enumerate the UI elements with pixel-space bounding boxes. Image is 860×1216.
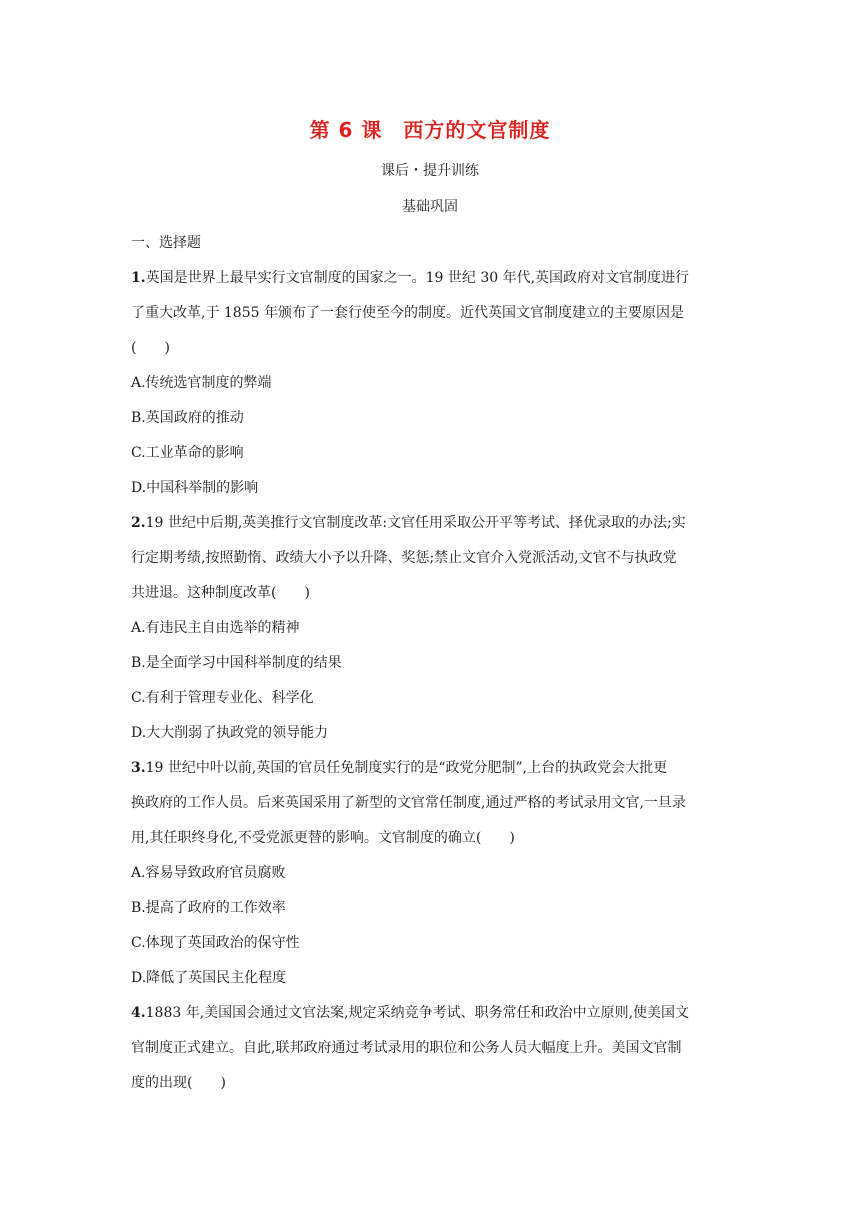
- section-heading: 基础巩固: [402, 199, 458, 215]
- question-1-option-c: C.工业革命的影响: [131, 445, 244, 461]
- question-2-line-3: 共进退。这种制度改革( ): [131, 585, 310, 601]
- question-3-option-d: D.降低了英国民主化程度: [131, 970, 287, 986]
- question-text: 19 世纪中叶以前,英国的官员任免制度实行的是“政党分肥制”,上台的执政党会大批更: [145, 760, 668, 776]
- question-2-option-d: D.大大削弱了执政党的领导能力: [131, 725, 329, 741]
- question-2-option-c: C.有利于管理专业化、科学化: [131, 690, 314, 706]
- part-heading: 一、选择题: [131, 235, 201, 251]
- question-3-line-1: [131, 757, 731, 777]
- question-1-option-a: A.传统选官制度的弊端: [131, 375, 272, 391]
- question-3-line-2: 换政府的工作人员。后来英国采用了新型的文官常任制度,通过严格的考试录用文官,一旦录: [131, 795, 686, 811]
- question-text: 英国是世界上最早实行文官制度的国家之一。19 世纪 30 年代,英国政府对文官制度进行: [145, 270, 690, 286]
- question-text: 19 世纪中后期,英美推行文官制度改革:文官任用采取公开平等考试、择优录取的办法;实: [145, 515, 686, 531]
- page-title: 第 6 课 西方的文官制度: [309, 118, 551, 142]
- question-4-line-3: 度的出现( ): [131, 1075, 226, 1091]
- question-1-line-2: 了重大改革,于 1855 年颁布了一套行使至今的制度。近代英国文官制度建立的主要原因是: [131, 305, 684, 321]
- question-2-line-1: [131, 512, 731, 532]
- question-2-line-2: 行定期考绩,按照勤惰、政绩大小予以升降、奖惩;禁止文官介入党派活动,文官不与执政党: [131, 550, 677, 566]
- question-1-option-b: B.英国政府的推动: [131, 410, 244, 426]
- question-text: 1883 年,美国国会通过文官法案,规定采纳竞争考试、职务常任和政治中立原则,使美国文: [145, 1005, 690, 1021]
- question-3-option-c: C.体现了英国政治的保守性: [131, 935, 300, 951]
- question-4-line-1: [131, 1002, 731, 1022]
- question-number: 2.: [131, 515, 146, 531]
- question-1-line-1: [131, 267, 731, 287]
- question-1-option-d: D.中国科举制的影响: [131, 480, 259, 496]
- question-3-option-a: A.容易导致政府官员腐败: [131, 865, 286, 881]
- page-subtitle: 课后・提升训练: [381, 163, 479, 179]
- question-1-answer-bracket: ( ): [131, 340, 170, 356]
- question-number: 3.: [131, 760, 146, 776]
- question-number: 1.: [131, 270, 146, 286]
- question-3-option-b: B.提高了政府的工作效率: [131, 900, 286, 916]
- question-4-line-2: 官制度正式建立。自此,联邦政府通过考试录用的职位和公务人员大幅度上升。美国文官制: [131, 1040, 682, 1056]
- question-3-line-3: 用,其任职终身化,不受党派更替的影响。文官制度的确立( ): [131, 830, 515, 846]
- question-number: 4.: [131, 1005, 146, 1021]
- question-2-option-b: B.是全面学习中国科举制度的结果: [131, 655, 342, 671]
- question-2-option-a: A.有违民主自由选举的精神: [131, 620, 300, 636]
